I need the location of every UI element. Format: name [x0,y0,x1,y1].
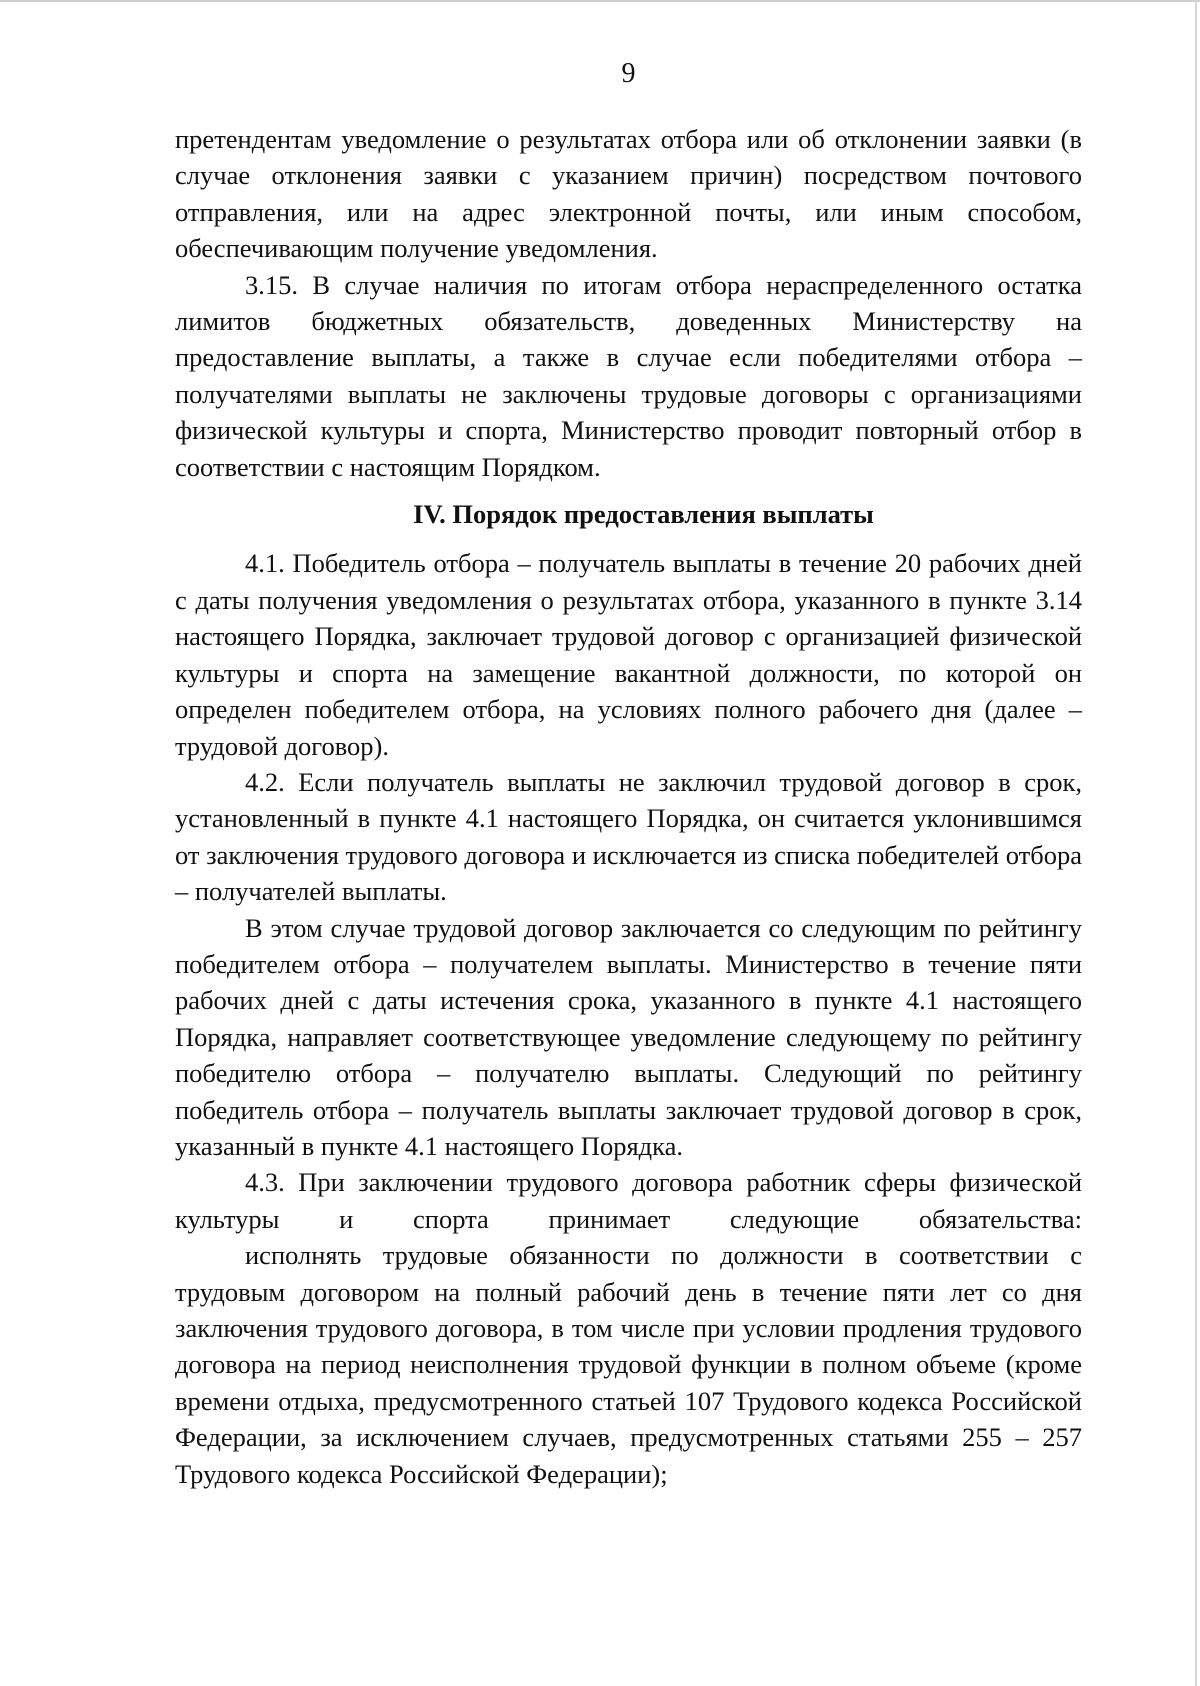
paragraph-4-1: 4.1. Победитель отбора – получатель выплаты в течение 20 рабочих дней с даты получения уведомления о результатах отбора, указанного в пункте 3.14 настоящего Порядка, заключает трудовой договор с организацией физической культуры и спорта на замещение вакантной должности, по которой он определен победителем отбора, на условиях полного рабочего дня (далее – трудовой договор). [175,548,1082,761]
paragraph-obligation-1: исполнять трудовые обязанности по должности в соответствии с трудовым договором на полный рабочий день в течение пяти лет со дня заключения трудового договора, в том числе при условии продления трудового договора на период неисполнения трудовой функции в полном объеме (кроме времени отдыха, предусмотренного статьей 107 Трудового кодекса Российской Федерации, за исключением случаев, предусмотренных статьями 255 – 257 Трудового кодекса Российской Федерации); [175,1240,1082,1489]
paragraph-4-2-continued: В этом случае трудовой договор заключается со следующим по рейтингу победителем отбора – получателем выплаты. Министерство в течение пяти рабочих дней с даты истечения срока, указанного в пункте 4.1 настоящего Порядка, направляет соответствующее уведомление следующему по рейтингу победителю отбора – получателю выплаты. Следующий по рейтингу победитель отбора – получатель выплаты заключает трудовой договор в срок, указанный в пункте 4.1 настоящего Порядка. [175,912,1082,1161]
paragraph-continuation: претендентам уведомление о результатах отбора или об отклонении заявки (в случае отклонения заявки с указанием причин) посредством почтового отправления, или на адрес электронной почты, или иным способом, обеспечивающим получение уведомления. [175,124,1082,264]
scan-edge-top [0,0,1200,2]
paragraph-4-2: 4.2. Если получатель выплаты не заключил трудовой договор в срок, установленный в пункте 4.1 настоящего Порядка, он считается уклонившимся от заключения трудового договора и исключается из списка победителей отбора – получателей выплаты. [175,766,1082,907]
paragraph-4-3: 4.3. При заключении трудового договора работник сферы физической культуры и спорта принимает следующие обязательства: [175,1167,1082,1234]
paragraph-3-15: 3.15. В случае наличия по итогам отбора нераспределенного остатка лимитов бюджетных обязательств, доведенных Министерству на предоставление выплаты, а также в случае если победителями отбора – получателями выплаты не заключены трудовые договоры с организациями физической культуры и спорта, Министерство проводит повторный отбор в соответствии с настоящим Порядком. [175,269,1082,482]
scan-edge-right [1195,0,1197,1686]
section-heading-iv: IV. Порядок предоставления выплаты [413,499,874,530]
document-body [175,121,1082,1492]
page-number: 9 [621,58,636,89]
